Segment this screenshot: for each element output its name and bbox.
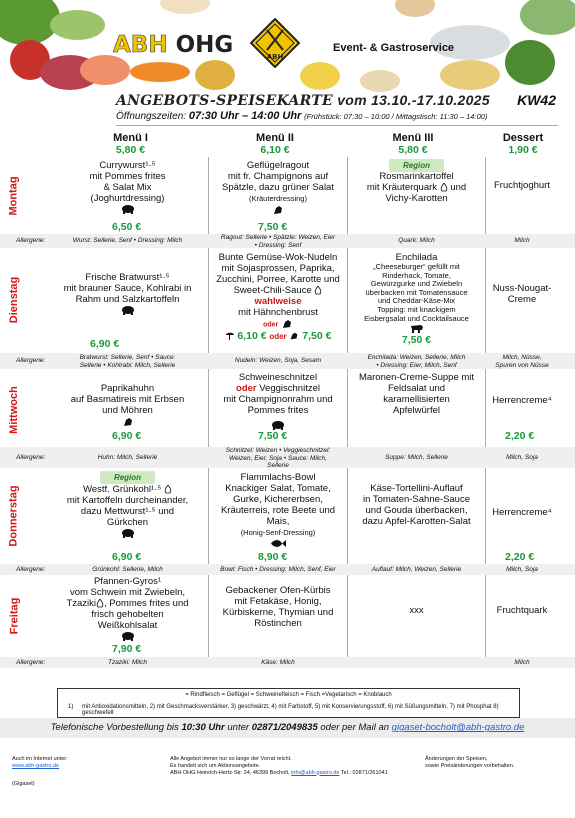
allergen-row-montag: Allergene: Wurst: Sellerie, Senf • Dressing: Milch Ragout: Sellerie • Spätzle: Weizen, Eier • Dressing: Senf Quark: Milch Milch (0, 234, 575, 248)
allergen-row-donnerstag: Allergene: Grünkohl: Sellerie, Milch Bowl: Fisch • Dressing: Milch, Senf, Eier Auflauf: Milch, Weizen, Sellerie Milch, Soja (0, 564, 575, 575)
tagline: Event- & Gastroservice (333, 42, 455, 54)
pork-icon (121, 631, 135, 641)
footer-middle: Alle Angebot immer nur so lange der Vorrat reicht. Es handelt sich um Aktionsangebote. ABH OHG Heinrich-Hertz-Str. 24, 46399 Bocholt, info@abh-gastro.de Tel.: 02871/261041 (170, 756, 388, 776)
herb-decoration (50, 10, 105, 40)
freitag-menu-3: xxx (409, 605, 424, 616)
dienstag-menu-1-price: 6,90 € (90, 338, 120, 350)
column-menu-1: Menü I 5,80 € (113, 132, 148, 156)
donnerstag-menu-3: Käse-Tortellini-Auflauf in Tomaten-Sahne-Sauce und Gouda überbacken, dazu Apfel-Karotten-Salat (362, 483, 471, 527)
calendar-week: KW42 (517, 92, 556, 108)
opening-hours: Öffnungszeiten: 07:30 Uhr – 14:00 Uhr (Frühstück: 07:30 – 10:00 / Mittagstisch: 11:30 – 14:00) (116, 110, 488, 122)
poultry-icon (289, 331, 299, 341)
info-email-link[interactable]: info@abh-gastro.de (291, 769, 340, 776)
day-label-dienstag: Dienstag (8, 276, 20, 324)
column-menu-2: Menü II 6,10 € (256, 132, 294, 156)
pork-icon (121, 204, 135, 214)
freitag-menu-1-price: 7,90 € (112, 643, 142, 655)
dienstag-menu-3: Enchilada „Cheeseburger“ gefüllt mit Rinderhack, Tomate, Gewürzgurke und Zwiebeln überbacken mit Tomatensauce und Cheddar-Käse-Mix Topping: mit knackigem Eisbergsalat und Cocktailsauce 7,50 € (349, 252, 484, 346)
allergen-row-mittwoch: Allergene: Huhn: Milch, Sellerie Schnitzel: Weizen • Veggieschnitzel: Weizen, Eier, Soja • Sauce: Milch, Sellerie Suppe: Milch, Sellerie Milch, Soja (0, 447, 575, 468)
preorder-info: Telefonische Vorbestellung bis 10:30 Uhr unter 02871/2049835 oder per Mail an gigaset-bocholt@abh-gastro.de (0, 718, 575, 738)
vegetarian-icon (225, 331, 235, 341)
mittwoch-menu-2: Schweineschnitzel oder Veggischnitzel mit Champignonrahm und Pommes frites (210, 372, 346, 434)
day-label-montag: Montag (8, 176, 21, 216)
mittwoch-menu-2-price: 7,50 € (258, 430, 288, 442)
region-badge: Region (100, 471, 155, 484)
montag-menu-1: Currywurst¹·⁵ mit Pommes frites & Salat Mix (Joghurtdressing) (50, 160, 205, 218)
mittwoch-dessert: Herrencreme⁴ (492, 395, 552, 406)
freitag-menu-1: Pfannen-Gyros¹ vom Schwein mit Zwiebeln, Tzaziki , Pommes frites und frisch gehobelten Weißkohlsalat (50, 576, 205, 645)
pork-icon (121, 528, 135, 538)
website-link[interactable]: www.abh-gastro.de (12, 762, 60, 769)
order-email-link[interactable]: gigaset-bocholt@abh-gastro.de (391, 722, 525, 733)
broccoli-decoration (505, 40, 555, 85)
day-label-donnerstag: Donnerstag (8, 485, 20, 547)
column-menu-3: Menü III 5,80 € (392, 132, 434, 156)
dienstag-menu-3-price: 7,50 € (401, 334, 432, 347)
donnerstag-menu-2: Flammlachs-Bowl Knackiger Salat, Tomate, Gurke, Kichererbsen, Kräuterreis, rote Beete und Mais, (Honig-Senf-Dressing) (210, 472, 346, 550)
freitag-dessert: Fruchtquark (496, 605, 548, 616)
divider (116, 125, 558, 126)
footer-left: Auch im Internet unter: www.abh-gastro.de (Gigaset) (12, 756, 68, 787)
montag-menu-3: Region Rosmarinkartoffel mit Kräuterquark und Vichy-Karotten (366, 161, 467, 204)
legend-additives: mit Antioxidationsmitteln, 2) mit Geschmacksverstärker, 3) geschwärzt, 4) mit Farbstoff, 5) mit Konservierungsstoff, 6) mit Süßungsmitteln, 7) mit Phosphat 8) geschwefelt (82, 704, 499, 716)
freitag-menu-2: Gebackener Ofen-Kürbis mit Fetakäse, Honig, Kürbiskerne, Thymian und Röstinchen (222, 585, 334, 629)
day-label-mittwoch: Mittwoch (8, 385, 21, 434)
title-bar (116, 90, 558, 112)
garlic-icon (314, 286, 322, 295)
garlic-icon (164, 485, 172, 494)
dienstag-menu-1: Frische Bratwurst¹·⁵ mit brauner Sauce, Kohlrabi in Rahm und Salzkartoffeln (50, 272, 205, 319)
footer-right: Änderungen der Speisen, sowie Preisänderungen vorbehalten. (425, 756, 515, 769)
pork-icon (271, 420, 285, 430)
mittwoch-menu-1-price: 6,90 € (112, 430, 142, 442)
montag-dessert: Fruchtjoghurt (494, 180, 550, 191)
donnerstag-menu-1-price: 6,90 € (112, 551, 142, 563)
garlic-icon (440, 183, 448, 192)
or-label: oder (263, 321, 279, 329)
donnerstag-menu-1: Region Westf. Grünkohl¹·⁵ mit Kartoffeln durcheinander, dazu Mettwurst¹·⁵ und Gürkchen (50, 471, 205, 542)
pepper-decoration (195, 60, 235, 90)
mushroom-decoration (395, 0, 435, 17)
mittwoch-menu-1: Paprikahuhn auf Basmatireis mit Erbsen und Möhren (50, 383, 205, 430)
dienstag-menu-2-price-chicken: 7,50 € (302, 330, 332, 342)
cabbage-decoration (520, 0, 575, 35)
poultry-icon (272, 204, 284, 216)
pork-icon (121, 305, 135, 315)
potato-decoration (440, 60, 500, 90)
montag-menu-2: Geflügelragout mit fr. Champignons auf Spätzle, dazu grüner Salat (Kräuterdressing) (210, 160, 346, 218)
fish-icon (270, 539, 286, 548)
mittwoch-dessert-price: 2,20 € (505, 430, 535, 442)
garlic-icon (96, 599, 104, 608)
column-dessert: Dessert 1,90 € (502, 132, 544, 156)
logo-text: ABH (266, 53, 284, 61)
poultry-icon (122, 416, 134, 428)
donnerstag-dessert-price: 2,20 € (505, 551, 535, 563)
legend: = Rindfleisch = Geflügel = Schweinefleisch = Fisch =Vegetarisch = Knoblauch 1) mit Antioxidationsmitteln, 2) mit Geschmacksverstärker, 3) geschwärzt, 4) mit Farbstoff, 5) mit Konservierungsstoff, 6) mit Süßungsmitteln, 7) mit Phosphat 8) geschwefelt (57, 688, 520, 718)
dienstag-dessert: Nuss-Nougat- Creme (492, 283, 552, 305)
allergen-row-dienstag: Allergene: Bratwurst: Sellerie, Senf • Sauce: Sellerie • Kohlrabi: Milch, Sellerie Nudeln: Weizen, Soja, Sesam Enchilada: Weizen, Sellerie, Milch • Dressing: Eier, Milch, Senf Milch, Nüsse, Spuren von Nüsse (0, 353, 575, 369)
montag-menu-1-price: 6,50 € (112, 221, 142, 233)
page-title: ANGEBOTS-SPEISEKARTE vom 13.10.-17.10.2025 (116, 92, 490, 109)
abh-logo (250, 18, 300, 68)
poultry-icon (281, 318, 293, 330)
mittwoch-menu-3: Maronen-Creme-Suppe mit Feldsalat und karamellisierten Apfelwürfel (358, 372, 475, 416)
carrot-decoration (130, 62, 190, 82)
donnerstag-menu-2-price: 8,90 € (258, 551, 288, 563)
onion-decoration (360, 70, 400, 92)
dienstag-menu-2-price-veg: 6,10 € (237, 330, 267, 342)
day-label-freitag: Freitag (8, 597, 20, 635)
brand-name: ABH OHG (113, 32, 234, 58)
donnerstag-dessert: Herrencreme⁴ (492, 507, 552, 518)
beef-icon (410, 323, 424, 333)
allergen-row-freitag: Allergene: Tzaziki: Milch Käse: Milch Milch (0, 657, 575, 668)
montag-menu-2-price: 7,50 € (258, 221, 288, 233)
salmon-decoration (80, 55, 130, 85)
legend-symbols: = Rindfleisch = Geflügel = Schweinefleisch = Fisch =Vegetarisch = Knoblauch (185, 692, 392, 698)
lemon-decoration (300, 62, 340, 90)
spice-decoration (160, 0, 210, 14)
dienstag-menu-2: Bunte Gemüse-Wok-Nudeln mit Sojasprossen, Paprika, Zucchini, Porree, Karotte und Sweet-Chili-Sauce wahlweise mit Hähnchenbrust oder 6,10 € oder 7,50 € (216, 252, 340, 342)
region-badge: Region (389, 159, 444, 172)
